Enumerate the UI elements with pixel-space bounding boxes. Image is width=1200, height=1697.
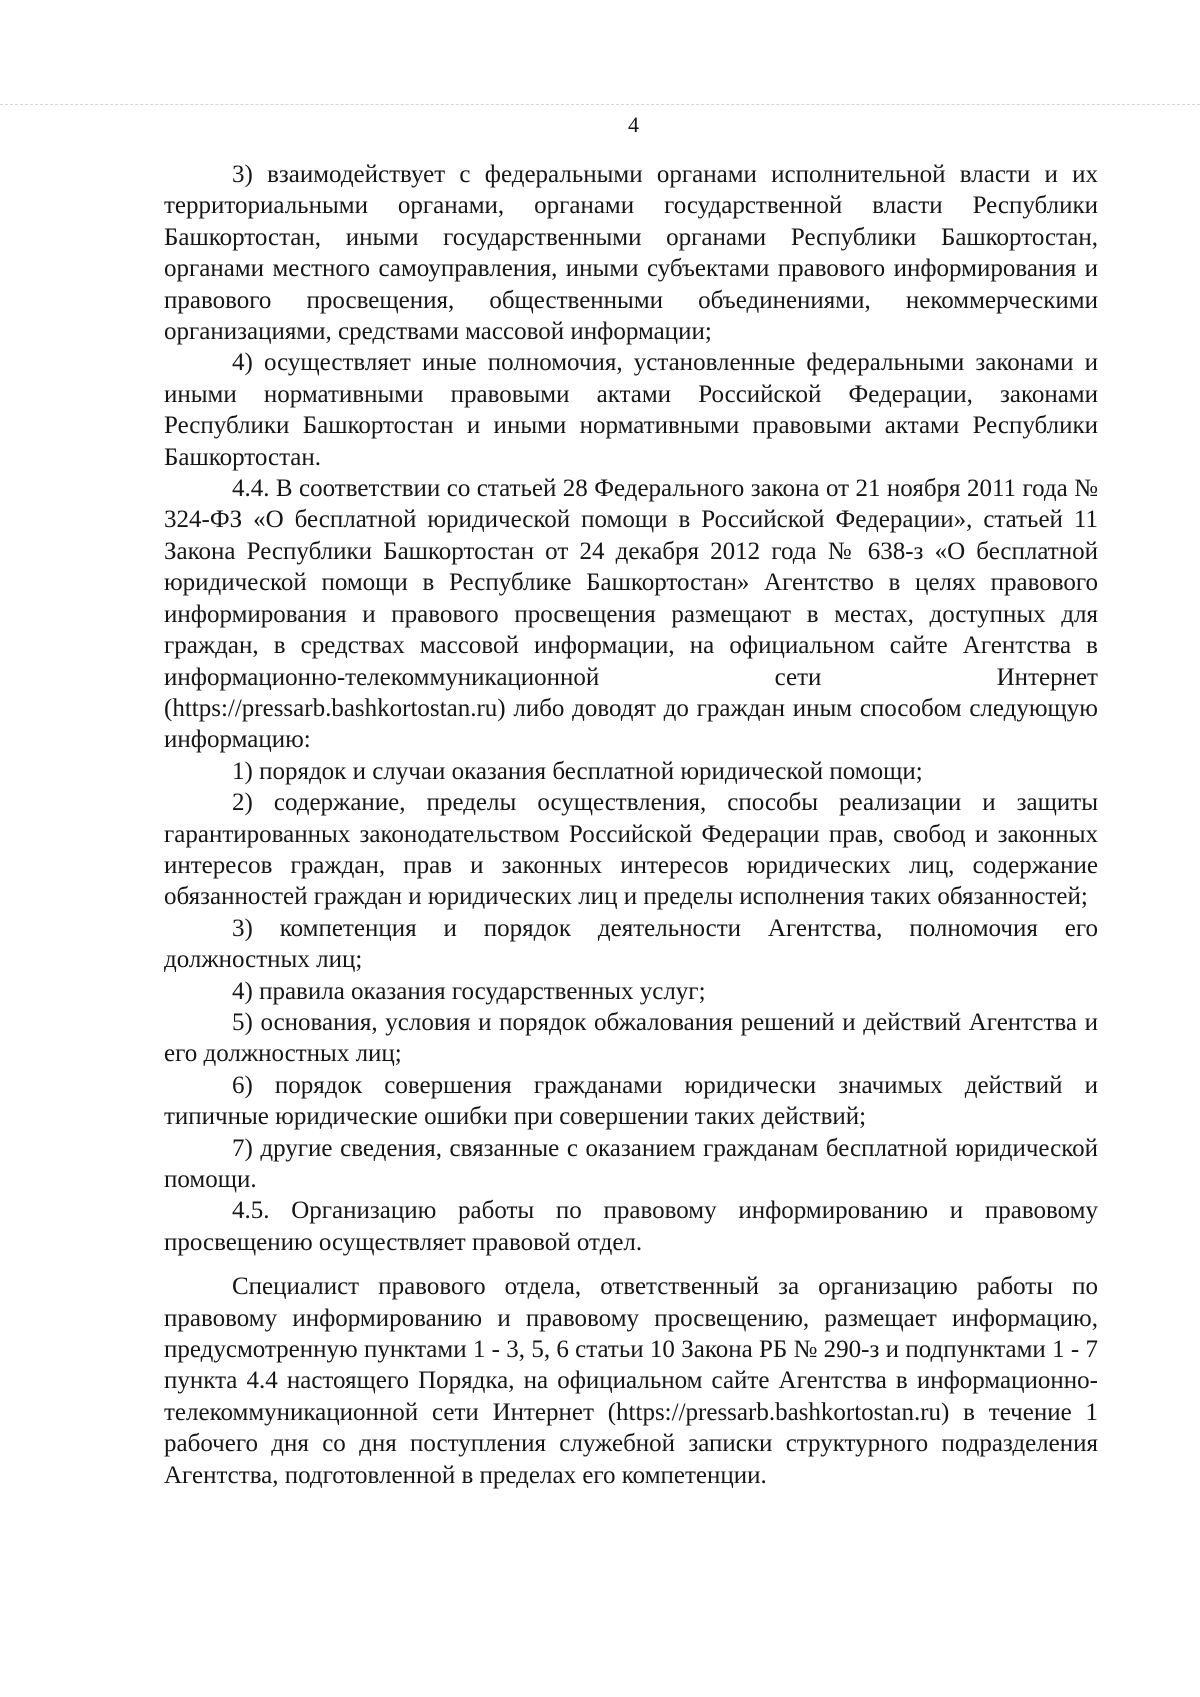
document-body [164,159,1098,1491]
list-item-2: 2) содержание, пределы осуществления, способы реализации и защиты гарантированных законодательством Российской Федерации прав, свобод и законных интересов граждан, прав и законных интересов юридических лиц, содержание обязанностей граждан и юридических лиц и пределы исполнения таких обязанностей; [164,789,1098,911]
list-item-7: 7) другие сведения, связанные с оказанием гражданам бесплатной юридической помощи. [164,1134,1098,1193]
paragraph-other-powers-clause: 4) осуществляет иные полномочия, установленные федеральными законами и иными нормативными правовыми актами Российской Федерации, законами Республики Башкортостан и иными нормативными правовыми актами Республики Башкортостан. [164,349,1098,471]
list-item-4: 4) правила оказания государственных услуг; [232,977,706,1005]
paragraph-interaction-clause: 3) взаимодействует с федеральными органами исполнительной власти и их территориальными органами, органами государственной власти Республики Башкортостан, иными государственными органами Республики Башкортостан, органами местного самоуправления, иными субъектами правового информирования и правового просвещения, общественными объединениями, некоммерческими организациями, средствами массовой информации; [164,161,1098,346]
scan-artifact-line [0,104,1200,105]
paragraph-section-4-4: 4.4. В соответствии со статьей 28 Федерального закона от 21 ноября 2011 года № 324-ФЗ «О бесплатной юридической помощи в Российской Федерации», статьей 11 Закона Республики Башкортостан от 24 декабря 2012 года № 638-з «О бесплатной юридической помощи в Республике Башкортостан» Агентство в целях правового информирования и правового просвещения размещают в местах, доступных для граждан, в средствах массовой информации, на официальном сайте Агентства в информационно-телекоммуникационной сети Интернет (https://pressarb.bashkortostan.ru) либо доводят до граждан иным способом следующую информацию: [164,475,1098,754]
page-number: 4 [628,112,639,137]
paragraph-section-4-5: 4.5. Организацию работы по правовому информированию и правовому просвещению осуществляет правовой отдел. [164,1197,1098,1256]
paragraph-specialist-duties: Специалист правового отдела, ответственный за организацию работы по правовому информированию и правовому просвещению, размещает информацию, предусмотренную пунктами 1 - 3, 5, 6 статьи 10 Закона РБ № 290-з и подпунктами 1 - 7 пункта 4.4 настоящего Порядка, на официальном сайте Агентства в информационно-телекоммуникационной сети Интернет (https://pressarb.bashkortostan.ru) в течение 1 рабочего дня со дня поступления служебной записки структурного подразделения Агентства, подготовленной в пределах его компетенции. [164,1273,1098,1489]
list-item-5: 5) основания, условия и порядок обжалования решений и действий Агентства и его должностных лиц; [164,1008,1098,1068]
list-item-3: 3) компетенция и порядок деятельности Агентства, полномочия его должностных лиц; [164,914,1098,974]
list-item-6: 6) порядок совершения гражданами юридически значимых действий и типичные юридические ошибки при совершении таких действий; [164,1071,1098,1131]
list-item-1: 1) порядок и случаи оказания бесплатной юридической помощи; [232,757,923,785]
